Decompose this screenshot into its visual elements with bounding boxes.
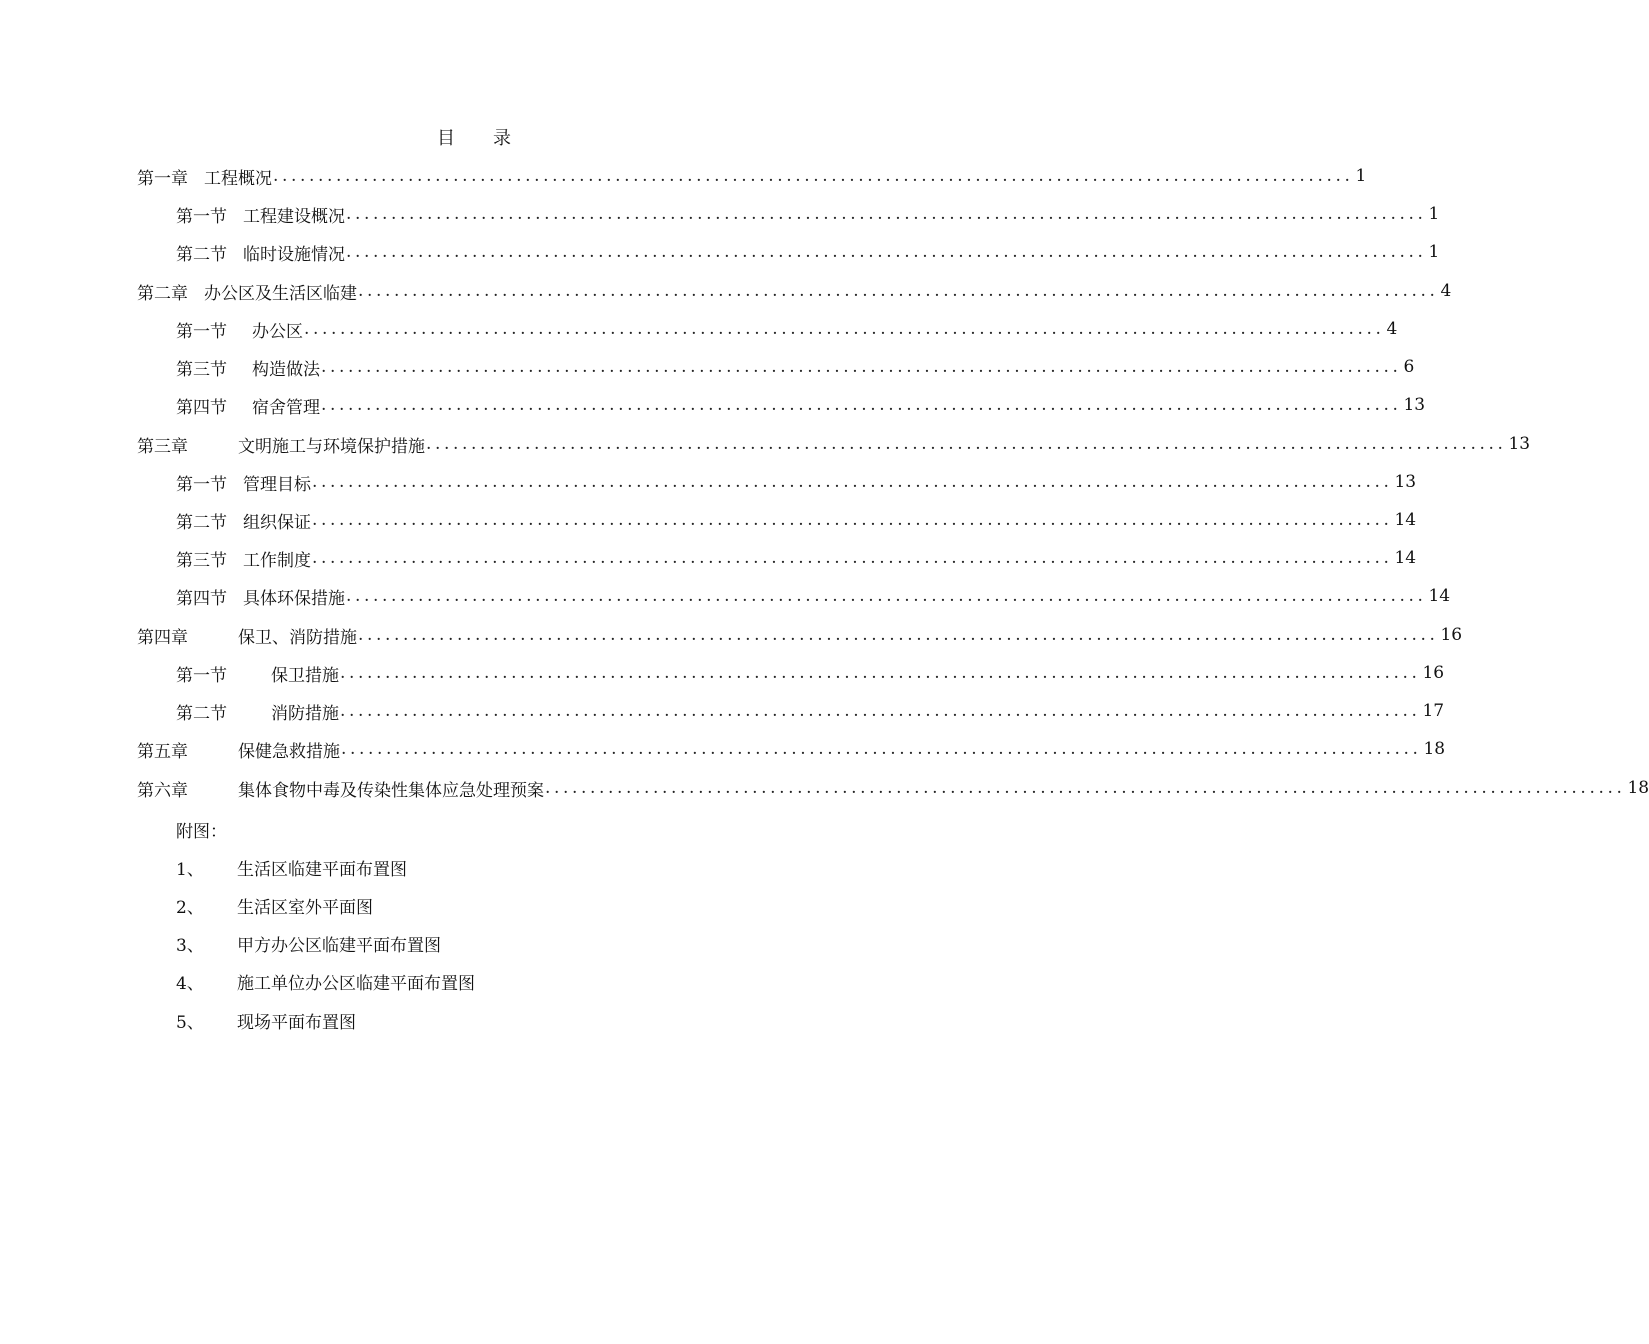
toc-entry-number: 第三节 [176, 359, 227, 380]
toc-entry-chapter-4[interactable] [137, 617, 1463, 653]
toc-leader-dots: ........................................................................................................................ [346, 586, 1427, 606]
toc-entry-number: 第四节 [176, 397, 227, 418]
toc-entry-section[interactable] [176, 196, 1440, 232]
toc-entry-number: 第一节 [176, 321, 227, 342]
toc-entry-page: 17 [1422, 701, 1445, 721]
toc-entry-number: 第二章 [137, 283, 188, 304]
toc-entry-chapter-6[interactable] [137, 770, 1649, 806]
toc-leader-dots: ........................................................................................................................ [341, 739, 1422, 759]
toc-entry-title: 宿舍管理 [252, 397, 320, 418]
toc-entry-page: 1 [1428, 204, 1440, 224]
toc-entry-title: 办公区 [252, 321, 303, 342]
toc-entry-page: 18 [1627, 778, 1649, 798]
toc-entry-page: 14 [1394, 548, 1417, 568]
toc-entry-section[interactable] [176, 234, 1440, 270]
appendix-label: 附图： [176, 822, 227, 842]
toc-title-right: 录 [493, 128, 513, 149]
appendix-item-title: 施工单位办公区临建平面布置图 [237, 974, 475, 994]
toc-entry-title: 临时设施情况 [243, 244, 345, 265]
appendix-item [176, 893, 373, 918]
toc-leader-dots: ........................................................................................................................ [426, 434, 1507, 454]
appendix-item-title: 生活区室外平面图 [237, 898, 373, 918]
appendix-item-index: 3、 [176, 936, 204, 956]
toc-leader-dots: ........................................................................................................................ [273, 166, 1354, 186]
toc-entry-chapter-2[interactable] [137, 273, 1452, 309]
toc-entry-section[interactable] [176, 693, 1445, 729]
toc-entry-title: 保卫措施 [271, 665, 339, 686]
toc-entry-chapter-5[interactable] [137, 731, 1446, 767]
toc-entry-number: 第四节 [176, 588, 227, 609]
toc-entry-page: 14 [1394, 510, 1417, 530]
toc-leader-dots: ........................................................................................................................ [340, 663, 1421, 683]
toc-entry-section[interactable] [176, 311, 1398, 347]
appendix-item-index: 2、 [176, 898, 204, 918]
toc-entry-page: 16 [1440, 625, 1463, 645]
appendix-item-index: 4、 [176, 974, 204, 994]
toc-leader-dots: ........................................................................................................................ [312, 548, 1393, 568]
toc-leader-dots: ........................................................................................................................ [545, 778, 1626, 798]
toc-entry-number: 第五章 [137, 741, 188, 762]
toc-entry-number: 第二节 [176, 703, 227, 724]
toc-entry-title: 管理目标 [243, 474, 311, 495]
toc-entry-title: 文明施工与环境保护措施 [238, 436, 425, 457]
toc-entry-title: 工作制度 [243, 550, 311, 571]
toc-entry-number: 第二节 [176, 244, 227, 265]
toc-entry-number: 第四章 [137, 627, 188, 648]
toc-entry-title: 工程概况 [204, 168, 272, 189]
toc-entry-title: 办公区及生活区临建 [204, 283, 357, 304]
toc-entry-title: 组织保证 [243, 512, 311, 533]
toc-entry-title: 消防措施 [271, 703, 339, 724]
toc-entry-title: 构造做法 [252, 359, 320, 380]
appendix-item [176, 1008, 356, 1033]
toc-leader-dots: ........................................................................................................................ [358, 281, 1439, 301]
appendix-item-index: 1、 [176, 860, 204, 880]
toc-leader-dots: ........................................................................................................................ [340, 701, 1421, 721]
toc-entry-section[interactable] [176, 349, 1415, 385]
toc-entry-title: 工程建设概况 [243, 206, 345, 227]
toc-entry-page: 18 [1423, 739, 1446, 759]
appendix-item [176, 931, 441, 956]
toc-title [0, 124, 950, 150]
appendix-item-title: 现场平面布置图 [237, 1013, 356, 1033]
toc-entry-page: 6 [1403, 357, 1415, 377]
toc-entry-number: 第一章 [137, 168, 188, 189]
toc-leader-dots: ........................................................................................................................ [321, 395, 1402, 415]
toc-entry-section[interactable] [176, 655, 1445, 691]
toc-entry-page: 1 [1428, 242, 1440, 262]
toc-leader-dots: ........................................................................................................................ [346, 204, 1427, 224]
toc-entry-page: 16 [1422, 663, 1445, 683]
toc-leader-dots: ........................................................................................................................ [304, 319, 1385, 339]
toc-entry-chapter-3[interactable] [137, 426, 1531, 462]
toc-entry-number: 第一节 [176, 206, 227, 227]
appendix-item [176, 855, 407, 880]
toc-leader-dots: ........................................................................................................................ [358, 625, 1439, 645]
toc-entry-page: 4 [1386, 319, 1398, 339]
toc-entry-page: 1 [1355, 166, 1367, 186]
toc-entry-section[interactable] [176, 464, 1417, 500]
toc-entry-number: 第一节 [176, 665, 227, 686]
toc-entry-chapter-1[interactable] [137, 158, 1367, 194]
appendix-item-title: 生活区临建平面布置图 [237, 860, 407, 880]
appendix-item-title: 甲方办公区临建平面布置图 [237, 936, 441, 956]
appendix-item [176, 969, 475, 994]
toc-entry-page: 13 [1508, 434, 1531, 454]
toc-entry-number: 第一节 [176, 474, 227, 495]
toc-entry-number: 第三章 [137, 436, 188, 457]
toc-leader-dots: ........................................................................................................................ [312, 472, 1393, 492]
toc-entry-title: 具体环保措施 [243, 588, 345, 609]
toc-entry-title: 保卫、消防措施 [238, 627, 357, 648]
toc-entry-section[interactable] [176, 540, 1417, 576]
toc-leader-dots: ........................................................................................................................ [346, 242, 1427, 262]
toc-entry-number: 第六章 [137, 780, 188, 801]
toc-entry-title: 保健急救措施 [238, 741, 340, 762]
toc-entry-section[interactable] [176, 578, 1451, 614]
toc-entry-section[interactable] [176, 387, 1426, 423]
toc-leader-dots: ........................................................................................................................ [312, 510, 1393, 530]
toc-entry-page: 4 [1440, 281, 1452, 301]
toc-entry-page: 14 [1428, 586, 1451, 606]
toc-entry-page: 13 [1403, 395, 1426, 415]
toc-entry-page: 13 [1394, 472, 1417, 492]
appendix-item-index: 5、 [176, 1013, 204, 1033]
toc-entry-number: 第三节 [176, 550, 227, 571]
toc-leader-dots: ........................................................................................................................ [321, 357, 1402, 377]
toc-entry-number: 第二节 [176, 512, 227, 533]
toc-entry-title: 集体食物中毒及传染性集体应急处理预案 [238, 780, 544, 801]
toc-title-left: 目 [437, 128, 457, 149]
toc-entry-section[interactable] [176, 502, 1417, 538]
